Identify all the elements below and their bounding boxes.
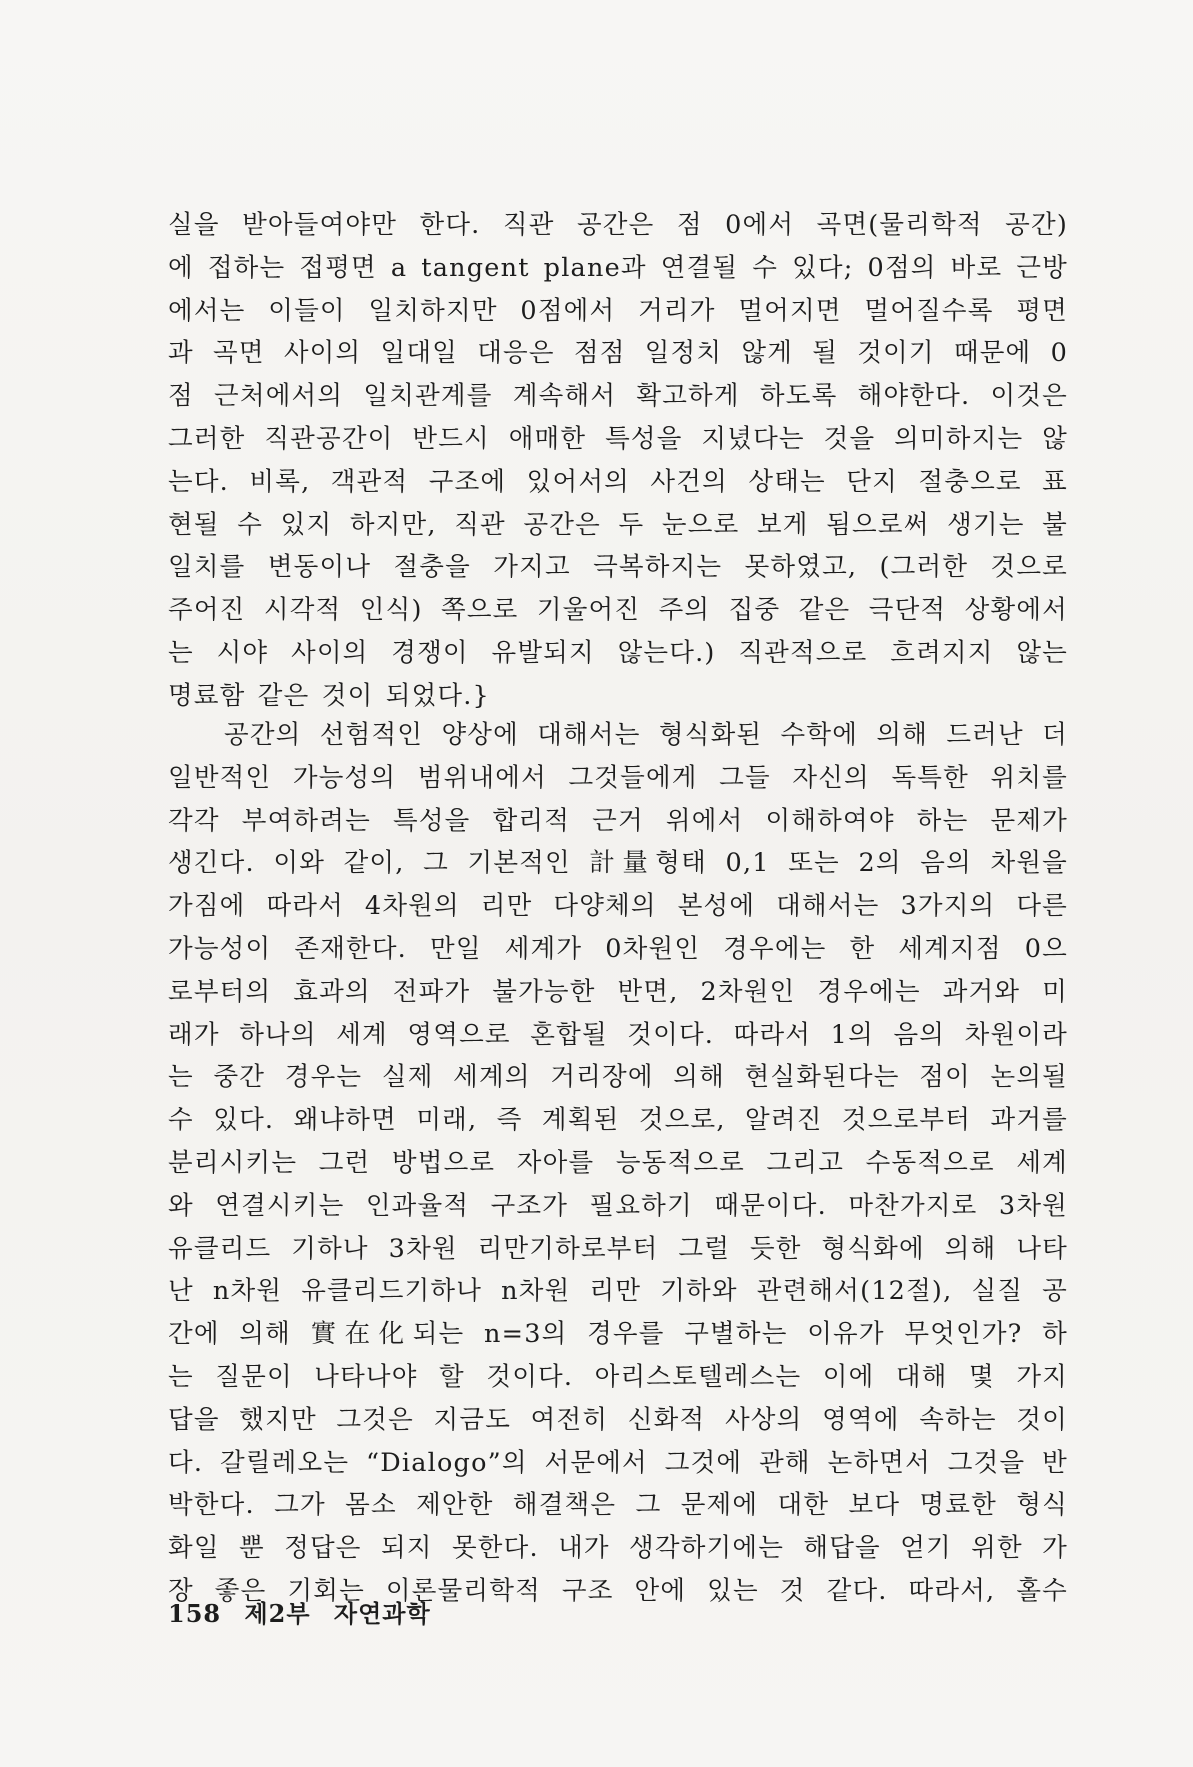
text-line: 주어진 시각적 인식) 쪽으로 기울어진 주의 집중 같은 극단적 상황에서	[168, 595, 1068, 626]
text-line: 일치를 변동이나 절충을 가지고 극복하지는 못하였고, (그러한 것으로	[168, 552, 1068, 583]
paragraph-1	[168, 204, 1068, 718]
text-line: 수 있다. 왜냐하면 미래, 즉 계획된 것으로, 알려진 것으로부터 과거를	[168, 1105, 1068, 1136]
text-line: 각각 부여하려는 특성을 합리적 근거 위에서 이해하여야 하는 문제가	[168, 805, 1068, 836]
text-line: 난 n차원 유클리드기하나 n차원 리만 기하와 관련해서(12절), 실질 공	[168, 1276, 1068, 1307]
text-line: 가짐에 따라서 4차원의 리만 다양체의 본성에 대해서는 3가지의 다른	[168, 891, 1068, 922]
text-line: 그러한 직관공간이 반드시 애매한 특성을 지녔다는 것을 의미하지는 않	[168, 423, 1068, 454]
text-line: 간에 의해 實在化되는 n=3의 경우를 구별하는 이유가 무엇인가? 하	[168, 1319, 1068, 1350]
text-line: 공간의 선험적인 양상에 대해서는 형식화된 수학에 의해 드러난 더	[224, 720, 1068, 750]
text-line: 일반적인 가능성의 범위내에서 그것들에게 그들 자신의 독특한 위치를	[168, 762, 1068, 793]
text-line: 과 곡면 사이의 일대일 대응은 점점 일정치 않게 될 것이기 때문에 0	[168, 338, 1068, 369]
page-footer	[168, 1594, 445, 1629]
text-line: 는 질문이 나타나야 할 것이다. 아리스토텔레스는 이에 대해 몇 가지	[168, 1361, 1068, 1392]
text-line: 는다. 비록, 객관적 구조에 있어서의 사건의 상태는 단지 절충으로 표	[168, 466, 1068, 497]
part-label: 제2부	[244, 1599, 311, 1628]
text-line: 와 연결시키는 인과율적 구조가 필요하기 때문이다. 마찬가지로 3차원	[168, 1190, 1068, 1221]
paragraph-2	[168, 714, 1068, 1613]
text-line: 화일 뿐 정답은 되지 못한다. 내가 생각하기에는 해답을 얻기 위한 가	[168, 1533, 1068, 1564]
text-line: 는 시야 사이의 경쟁이 유발되지 않는다.) 직관적으로 흐려지지 않는	[168, 637, 1068, 668]
text-line: 에 접하는 접평면 a tangent plane과 연결될 수 있다; 0점의 바로 근방	[168, 252, 1068, 283]
text-line: 실을 받아들여야만 한다. 직관 공간은 점 0에서 곡면(물리학적 공간)	[168, 210, 1068, 240]
text-line: 장 좋은 기회는 이론물리학적 구조 안에 있는 것 같다. 따라서, 홀수	[168, 1575, 1068, 1606]
text-line: 박한다. 그가 몸소 제안한 해결책은 그 문제에 대한 보다 명료한 형식	[168, 1490, 1068, 1521]
text-line: 점 근처에서의 일치관계를 계속해서 확고하게 하도록 해야한다. 이것은	[168, 381, 1068, 412]
text-line: 생긴다. 이와 같이, 그 기본적인 計量형태 0,1 또는 2의 음의 차원을	[168, 848, 1068, 879]
text-line: 다. 갈릴레오는 “Dialogo”의 서문에서 그것에 관해 논하면서 그것을 반	[168, 1447, 1068, 1478]
text-line: 래가 하나의 세계 영역으로 혼합될 것이다. 따라서 1의 음의 차원이라	[168, 1019, 1068, 1050]
text-line: 로부터의 효과의 전파가 불가능한 반면, 2차원인 경우에는 과거와 미	[168, 976, 1068, 1007]
text-line: 는 중간 경우는 실제 세계의 거리장에 의해 현실화된다는 점이 논의될	[168, 1062, 1068, 1093]
text-line: 현될 수 있지 하지만, 직관 공간은 두 눈으로 보게 됨으로써 생기는 불	[168, 509, 1068, 540]
text-line: 가능성이 존재한다. 만일 세계가 0차원인 경우에는 한 세계지점 0으	[168, 933, 1068, 964]
text-line: 명료함 같은 것이 되었다.}	[168, 680, 490, 711]
text-line: 답을 했지만 그것은 지금도 여전히 신화적 사상의 영역에 속하는 것이	[168, 1404, 1068, 1435]
text-line: 에서는 이들이 일치하지만 0점에서 거리가 멀어지면 멀어질수록 평면	[168, 295, 1068, 326]
text-line: 유클리드 기하나 3차원 리만기하로부터 그럴 듯한 형식화에 의해 나타	[168, 1233, 1068, 1264]
section-title: 자연과학	[333, 1599, 431, 1628]
page-number: 158	[168, 1599, 222, 1628]
text-line: 분리시키는 그런 방법으로 자아를 능동적으로 그리고 수동적으로 세계	[168, 1147, 1068, 1178]
